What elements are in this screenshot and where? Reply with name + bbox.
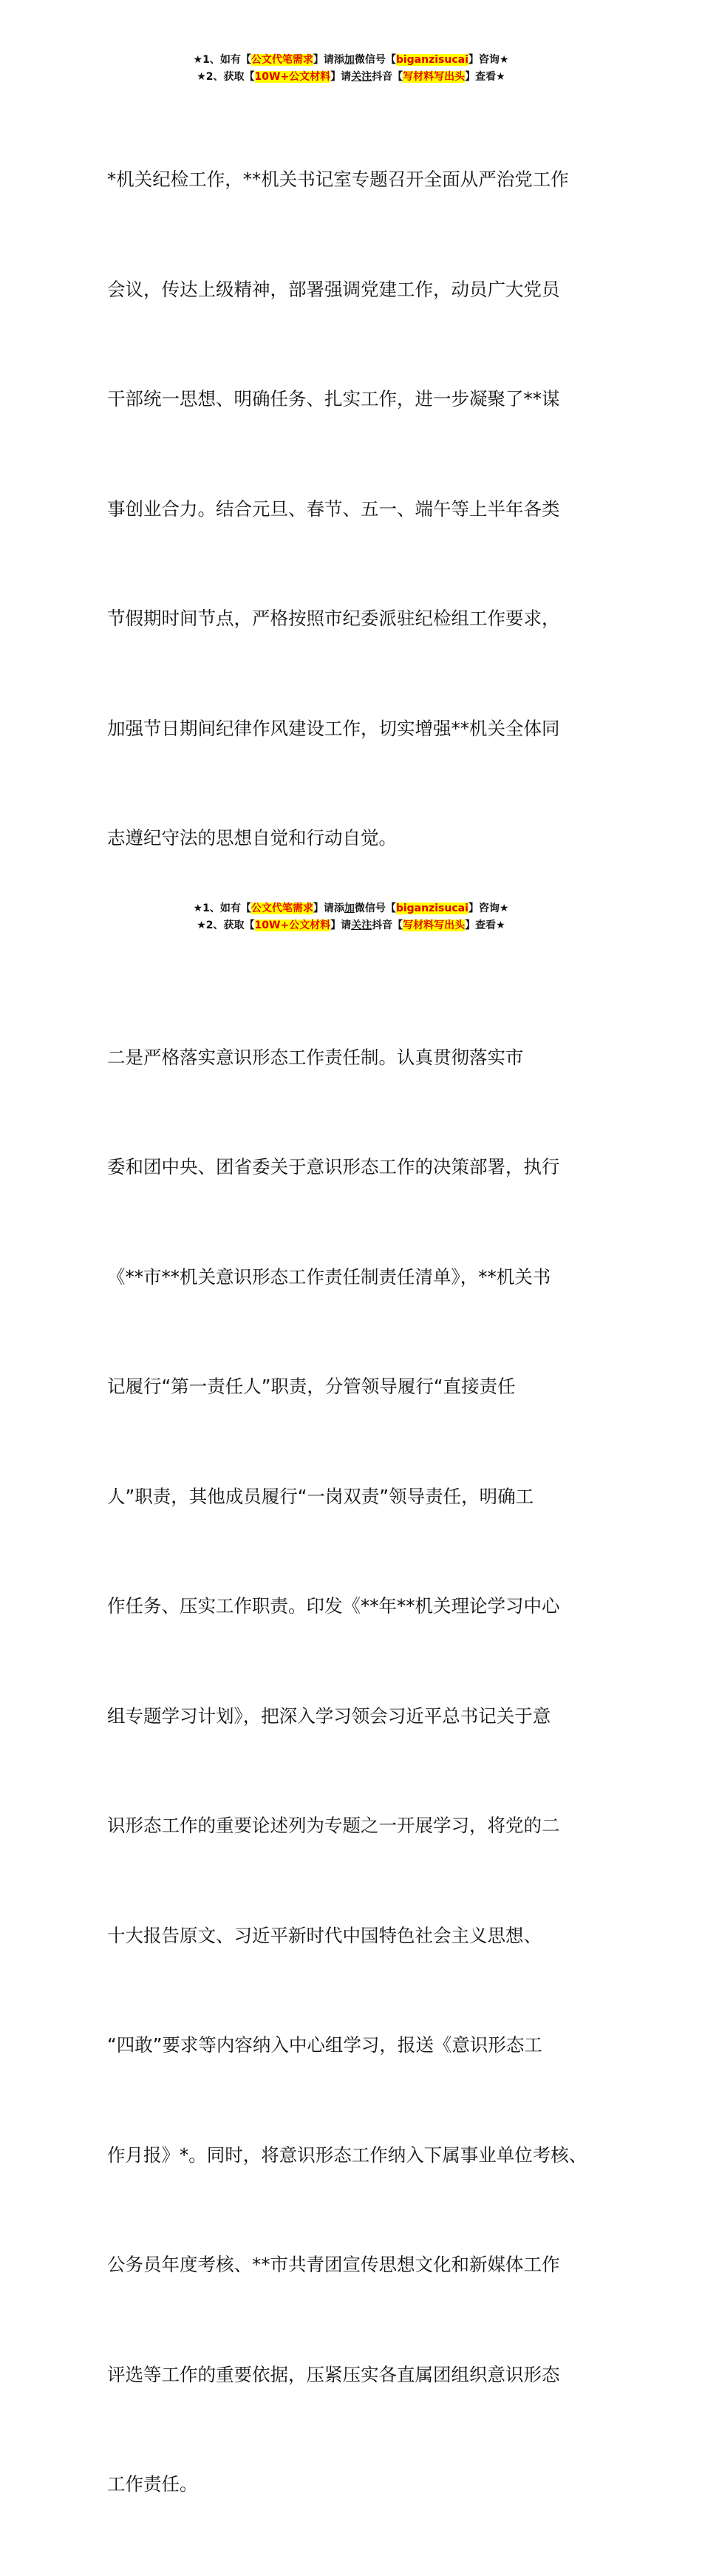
wechat-id: biganzisucai bbox=[395, 54, 468, 66]
text-line: 组专题学习计划》，把深入学习领会习近平总书记关于意 bbox=[107, 1705, 551, 1727]
banner-text: ★1、如有【 bbox=[193, 54, 251, 66]
text-line: 干部统一思想、明确任务、扎实工作，进一步凝聚了**谋 bbox=[107, 388, 560, 409]
banner-text: 】咨询★ bbox=[468, 54, 509, 66]
text-line: 作任务、压实工作职责。印发《**年**机关理论学习中心 bbox=[107, 1595, 560, 1617]
banner-line-1 bbox=[0, 52, 702, 69]
text-line: 记履行“第一责任人”职责，分管领导履行“直接责任 bbox=[107, 1376, 516, 1397]
banner-line-1 bbox=[0, 900, 702, 917]
banner-text: 】请 bbox=[330, 920, 352, 931]
banner-text: 】咨询★ bbox=[468, 903, 509, 914]
banner-text: 】请添 bbox=[313, 54, 344, 66]
text-line: 工作责任。 bbox=[107, 2473, 198, 2495]
highlight-service: 公文代笔需求 bbox=[251, 903, 313, 914]
header-banner bbox=[0, 52, 702, 86]
text-line: 作月报》*。同时，将意识形态工作纳入下属事业单位考核、 bbox=[107, 2144, 587, 2166]
banner-text: 加 bbox=[344, 903, 355, 914]
document-body bbox=[107, 88, 610, 2576]
text-line: 评选等工作的重要依据，压紧压实各直属团组织意识形态 bbox=[107, 2363, 560, 2385]
banner-text: 】查看★ bbox=[465, 71, 505, 83]
text-line: 加强节日期间纪律作风建设工作，切实增强**机关全体同 bbox=[107, 717, 560, 739]
footer-banner bbox=[0, 900, 702, 934]
banner-text: 微信号【 bbox=[354, 903, 396, 914]
text-line: 委和团中央、团省委关于意识形态工作的决策部署，执行 bbox=[107, 1156, 560, 1177]
banner-text: 关注 bbox=[351, 71, 372, 83]
text-line: 会议，传达上级精神，部署强调党建工作，动员广大党员 bbox=[107, 278, 560, 300]
text-line: 识形态工作的重要论述列为专题之一开展学习，将党的二 bbox=[107, 1815, 560, 1836]
banner-line-2 bbox=[0, 69, 702, 86]
banner-line-2 bbox=[0, 917, 702, 934]
highlight-materials: 10W+公文材料 bbox=[254, 920, 331, 931]
highlight-service: 公文代笔需求 bbox=[251, 54, 313, 66]
douyin-account: 写材料写出头 bbox=[403, 920, 466, 931]
text-line: “四敢”要求等内容纳入中心组学习，报送《意识形态工 bbox=[107, 2034, 542, 2056]
banner-text: 】查看★ bbox=[465, 920, 505, 931]
banner-text: 】请添 bbox=[313, 903, 344, 914]
paragraph-2 bbox=[107, 966, 610, 2576]
paragraph-gap bbox=[107, 930, 610, 966]
text-line: 人”职责，其他成员履行“一岗双责”领导责任，明确工 bbox=[107, 1485, 534, 1507]
banner-text: 加 bbox=[344, 54, 355, 66]
banner-text: ★2、获取【 bbox=[197, 71, 255, 83]
text-line: 十大报告原文、习近平新时代中国特色社会主义思想、 bbox=[107, 1924, 542, 1946]
banner-text: 微信号【 bbox=[354, 54, 396, 66]
paragraph-1 bbox=[107, 88, 610, 930]
text-line: 《**市**机关意识形态工作责任制责任清单》，**机关书 bbox=[107, 1265, 551, 1288]
banner-text: ★2、获取【 bbox=[197, 920, 255, 931]
text-line: 公务员年度考核、**市共青团宣传思想文化和新媒体工作 bbox=[107, 2254, 560, 2275]
banner-text: 关注 bbox=[351, 920, 372, 931]
text-line: 节假期时间节点，严格按照市纪委派驻纪检组工作要求， bbox=[107, 608, 560, 629]
banner-text: ★1、如有【 bbox=[193, 903, 251, 914]
wechat-id: biganzisucai bbox=[395, 903, 468, 914]
douyin-account: 写材料写出头 bbox=[403, 71, 466, 83]
text-line: *机关纪检工作，**机关书记室专题召开全面从严治党工作 bbox=[107, 169, 569, 190]
banner-text: 】请 bbox=[330, 71, 352, 83]
text-line: 事创业合力。结合元旦、春节、五一、端午等上半年各类 bbox=[107, 497, 560, 520]
text-line: 志遵纪守法的思想自觉和行动自觉。 bbox=[107, 827, 397, 849]
text-line: 二是严格落实意识形态工作责任制。认真贯彻落实市 bbox=[107, 1046, 524, 1068]
highlight-materials: 10W+公文材料 bbox=[254, 71, 331, 83]
banner-text: 抖音【 bbox=[372, 71, 403, 83]
banner-text: 抖音【 bbox=[372, 920, 403, 931]
